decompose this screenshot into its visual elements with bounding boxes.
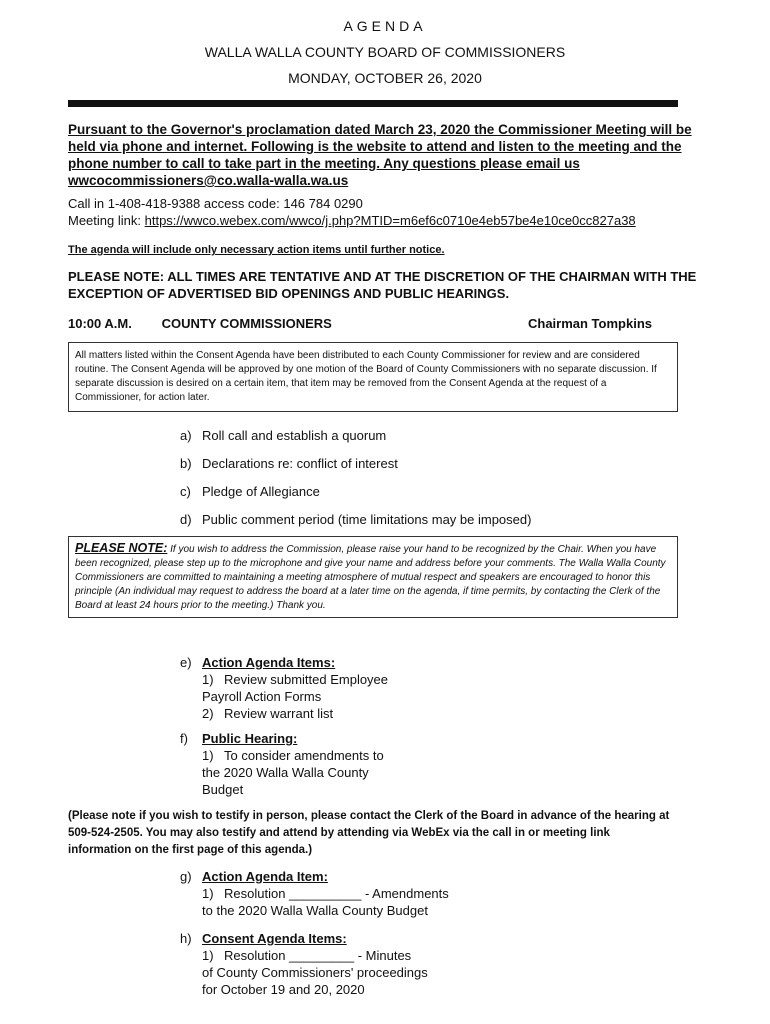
section-action-items — [180, 654, 388, 722]
sub-num: 1) — [202, 948, 214, 963]
item-text: Public comment period (time limitations may be imposed) — [202, 512, 532, 527]
board-name: WALLA WALLA COUNTY BOARD OF COMMISSIONERS — [204, 44, 566, 60]
call-in-line: Call in 1-408-418-9388 access code: 146 784 0290 — [68, 196, 363, 211]
session-time: 10:00 A.M. — [68, 316, 132, 331]
section-heading: Consent Agenda Items: — [202, 931, 347, 946]
sub-text: Resolution __________ - Amendments — [224, 886, 449, 901]
section-heading: Action Agenda Item: — [202, 869, 328, 884]
section-consent-items — [180, 930, 428, 998]
item-letter: c) — [180, 484, 191, 499]
sub-num: 2) — [202, 706, 214, 721]
item-letter: b) — [180, 456, 192, 471]
item-text: Pledge of Allegiance — [202, 484, 320, 499]
sub-text: to the 2020 Walla Walla County Budget — [202, 903, 428, 918]
section-action-item — [180, 868, 449, 919]
sub-text: Review submitted Employee — [224, 672, 389, 687]
session-title: COUNTY COMMISSIONERS — [161, 316, 332, 331]
public-comment-text: If you wish to address the Commission, please raise your hand to be recognized by the Chair. When you have been recognized, please step up to the microphone and give your name and address before your comments. The Walla Walla County Commissioners are committed to maintaining a meeting atmosphere of mutual respect and speakers are encouraged to honor this principle (An individual may request to address the board at a later time on the agenda, if time permits, by contacting the Clerk of the Board at least 24 hours prior to the meeting.) Thank you. — [75, 544, 666, 611]
agenda-scope-note: The agenda will include only necessary action items until further notice. — [68, 244, 445, 256]
section-letter: f) — [180, 731, 188, 746]
meeting-link[interactable]: https://wwco.webex.com/wwco/j.php?MTID=m6ef6c0710e4eb57be4e10ce0cc827a38 — [144, 213, 636, 228]
please-note-label: PLEASE NOTE: — [75, 541, 168, 555]
agenda-title: AGENDA — [343, 18, 427, 34]
list-item — [180, 512, 531, 527]
sub-num: 1) — [202, 886, 214, 901]
sub-num: 1) — [202, 672, 214, 687]
item-text: Roll call and establish a quorum — [202, 428, 387, 443]
times-tentative-note: PLEASE NOTE: ALL TIMES ARE TENTATIVE AND AT THE DISCRETION OF THE CHAIRMAN WITH THE EXCEPTION OF ADVERTISED BID OPENINGS AND PUBLIC HEARINGS. — [68, 269, 697, 301]
item-letter: a) — [180, 428, 192, 443]
session-chair: Chairman Tompkins — [527, 316, 652, 331]
list-item — [180, 484, 320, 499]
consent-agenda-box: All matters listed within the Consent Agenda have been distributed to each County Commissioner for review and are considered routine. The Consent Agenda will be approved by one motion of the Board of County Commissioners with no separate discussion. If separate discussion is desired on a certain item, that item may be removed from the Consent Agenda at the request of a Commissioner, for action later. — [68, 342, 678, 412]
sub-text: of County Commissioners' proceedings — [202, 965, 428, 980]
header-rule — [68, 100, 678, 107]
section-letter: e) — [180, 655, 192, 670]
sub-text: the 2020 Walla Walla County — [202, 765, 369, 780]
list-item — [180, 456, 398, 471]
meeting-link-label: Meeting link: — [68, 213, 141, 228]
section-heading: Public Hearing: — [202, 731, 298, 746]
item-text: Declarations re: conflict of interest — [202, 456, 398, 471]
meeting-link-line — [68, 212, 636, 229]
list-item — [180, 428, 386, 443]
section-letter: h) — [180, 931, 192, 946]
testify-note: (Please note if you wish to testify in person, please contact the Clerk of the Board in advance of the hearing at 509-524-2505. You may also testify and attend by attending via WebEx via the call in or meeting link information on the first page of this agenda.) — [68, 810, 670, 856]
sub-text: Payroll Action Forms — [202, 689, 322, 704]
sub-text: for October 19 and 20, 2020 — [202, 982, 365, 997]
section-heading: Action Agenda Items: — [202, 655, 336, 670]
meeting-notice: Pursuant to the Governor's proclamation dated March 23, 2020 the Commissioner Meeting will be held via phone and internet. Following is the website to attend and listen to the meeting and the phone number to call to take part in the meeting. Any questions please email us wwcocommissioners@co.walla-walla.wa.us — [68, 122, 692, 188]
call-info — [68, 195, 636, 229]
sub-text: Budget — [202, 782, 244, 797]
sub-text: Resolution _________ - Minutes — [224, 948, 412, 963]
sub-text: Review warrant list — [224, 706, 334, 721]
section-public-hearing — [180, 730, 384, 798]
meeting-date: MONDAY, OCTOBER 26, 2020 — [288, 70, 482, 86]
item-letter: d) — [180, 512, 192, 527]
sub-num: 1) — [202, 748, 214, 763]
session-header — [68, 316, 652, 331]
section-letter: g) — [180, 869, 192, 884]
public-comment-box — [68, 536, 678, 618]
sub-text: To consider amendments to — [224, 748, 384, 763]
